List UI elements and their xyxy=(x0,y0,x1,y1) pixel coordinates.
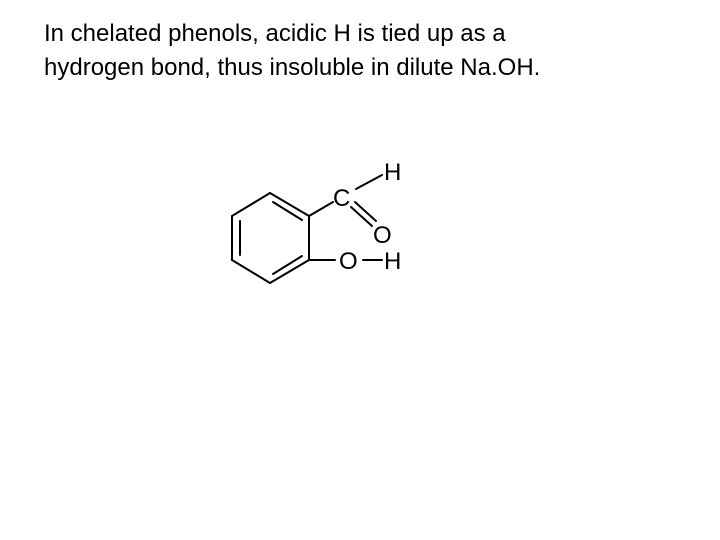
atom-aldehyde-h: H xyxy=(384,159,402,186)
caption-line-1: In chelated phenols, acidic H is tied up as a xyxy=(44,20,506,47)
caption-line-2: hydrogen bond, thus insoluble in dilute Na.OH. xyxy=(44,54,541,81)
bond-ring-to-carbonyl-c xyxy=(309,202,333,216)
atom-carbonyl-o: O xyxy=(373,222,392,249)
bond-c-o-double-2 xyxy=(355,202,376,221)
ring-double-bond-top xyxy=(273,202,302,220)
atom-phenol-h: H xyxy=(384,248,402,275)
atom-carbonyl-c: C xyxy=(333,185,351,212)
bond-c-o-double-1 xyxy=(351,207,372,226)
atom-phenol-o: O xyxy=(339,248,358,275)
ring-double-bond-bottom xyxy=(273,256,302,274)
ring-bond-bottom-left xyxy=(232,260,270,283)
ring-bond-top-left xyxy=(232,193,270,216)
bond-c-to-h xyxy=(356,175,382,189)
